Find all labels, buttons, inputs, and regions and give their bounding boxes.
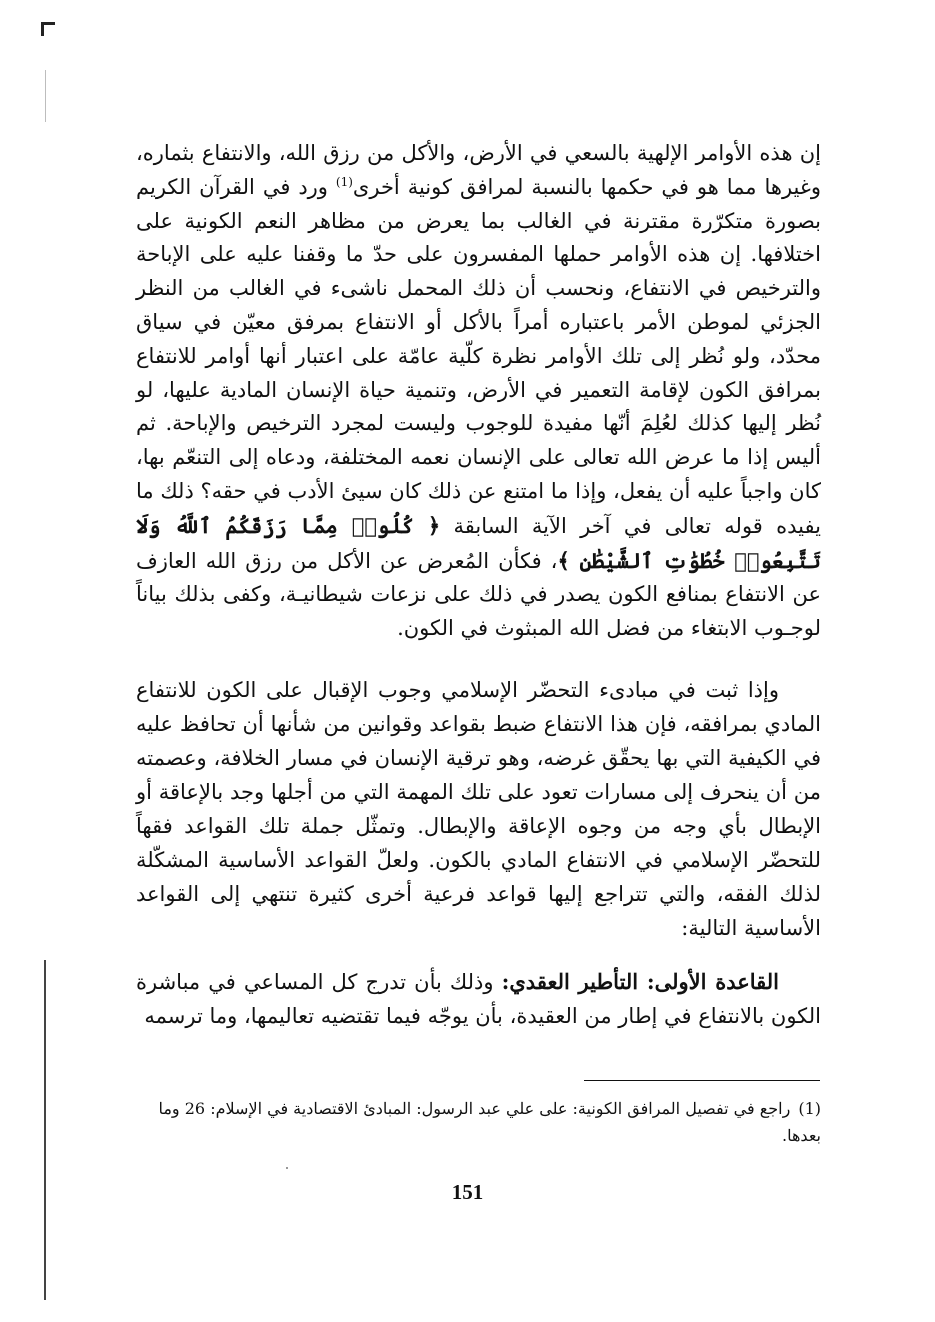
- paragraph-1: [136, 137, 821, 646]
- footnote: [136, 1095, 821, 1149]
- page-number: 151: [451, 1180, 484, 1204]
- binding-line: [44, 960, 46, 1300]
- crop-corner-mark: [41, 22, 55, 36]
- paragraph-2-text: وإذا ثبت في مبادىء التحضّر الإسلامي وجوب الإقبال على الكون للانتفاع المادي بمرافقه، فإن هذا الانتفاع ضبط بقواعد وقوانين من شأنها أن تحافظ عليه في الكيفية التي بها يحقّق غرضه، وهو ترقية الإنسان في مسار الخلافة، وعصمته من أن ينحرف إلى مسارات تعود على تلك المهمة التي من أجلها وجد بالإعاقة أو الإبطال بأي وجه من وجوه الإعاقة والإبطال. وتمثّل جملة تلك القواعد فقهاً للتحضّر الإسلامي في الانتفاع المادي بالكون. ولعلّ القواعد الأساسية المشكّلة لذلك الفقه، والتي تتراجع إليها قواعد فرعية أخرى كثيرة تنتهي إلى القواعد الأساسية التالية:: [136, 678, 821, 940]
- rule-1-text: وذلك بأن تدرج كل المساعي في مباشرة الكون بالانتفاع في إطار من العقيدة، بأن يوجّه فيما تقتضيه تعاليمها، وما ترسمه: [136, 970, 821, 1028]
- paragraph-2: [136, 673, 821, 945]
- paragraph-1-part-3: ، فكأن المُعرض عن الأكل من رزق الله العازف عن الانتفاع بمنافع الكون يصدر في ذلك على نزعات شيطانيـة، وكفى بذلك بياناً لوجـوب الابتغاء من فضل الله المبثوث في الكون.: [136, 548, 821, 641]
- rule-1-title: القاعدة الأولى: التأطير العقدي:: [501, 969, 780, 994]
- paragraph-1-part-2: ورد في القرآن الكريم بصورة متكرّرة مقترنة في الغالب بما يعرض من مظاهر النعم الكونية على اختلافها. إن هذه الأوامر حملها المفسرون على حدّ ما وقفنا عليه على الإباحة والترخيص في الانتفاع، ونحسب أن ذلك المحمل ناشىء في الغالب من النظر الجزئي لموطن الأمر باعتباره أمراً بالأكل أو الانتفاع بمرفق معيّن في سياق محدّد، ولو نُظر إلى تلك الأوامر نظرة كلّية عامّة على اعتبار أنها أوامر للانتفاع بمرافق الكون لإقامة التعمير في الأرض، وتنمية حياة الإنسان المادية عليها، لو نُظر إليها كذلك لعُلِمَ أنّها مفيدة للوجوب وليست لمجرد الترخيص والإباحة. ثم أليس إذا ما عرض الله تعالى على الإنسان نعمه المختلفة، ودعاه إلى التنعّم بها، كان واجباً عليه أن يفعل، وإذا ما امتنع عن ذلك كان سيئ الأدب في حقه؟ ذلك ما يفيده قوله تعالى في آخر الآية السابقة: [136, 174, 822, 538]
- footnote-separator: [584, 1080, 820, 1081]
- footnote-text: راجع في تفصيل المرافق الكونية: على علي عبد الرسول: المبادئ الاقتصادية في الإسلام: 26 وما بعدها.: [158, 1099, 821, 1145]
- stray-dot: [286, 1167, 288, 1169]
- paragraph-3: [136, 965, 821, 1033]
- quran-verse: ﴿ كُلُوا۟ مِمَّا رَزَقَكُمُ ٱللَّهُ وَلَا تَتَّبِعُوا۟ خُطُوَٰتِ ٱلشَّيْطَٰنِ ﴾: [136, 512, 821, 573]
- binding-line-top: [45, 70, 46, 122]
- footnote-reference[interactable]: (1): [335, 174, 353, 189]
- paragraph-1-part-1: إن هذه الأوامر الإلهية بالسعي في الأرض، والأكل من رزق الله، والانتفاع بثماره، وغيرها مما هو في حكمها بالنسبة لمرافق كونية أخرى: [136, 141, 821, 199]
- footnote-number: (1): [798, 1099, 821, 1118]
